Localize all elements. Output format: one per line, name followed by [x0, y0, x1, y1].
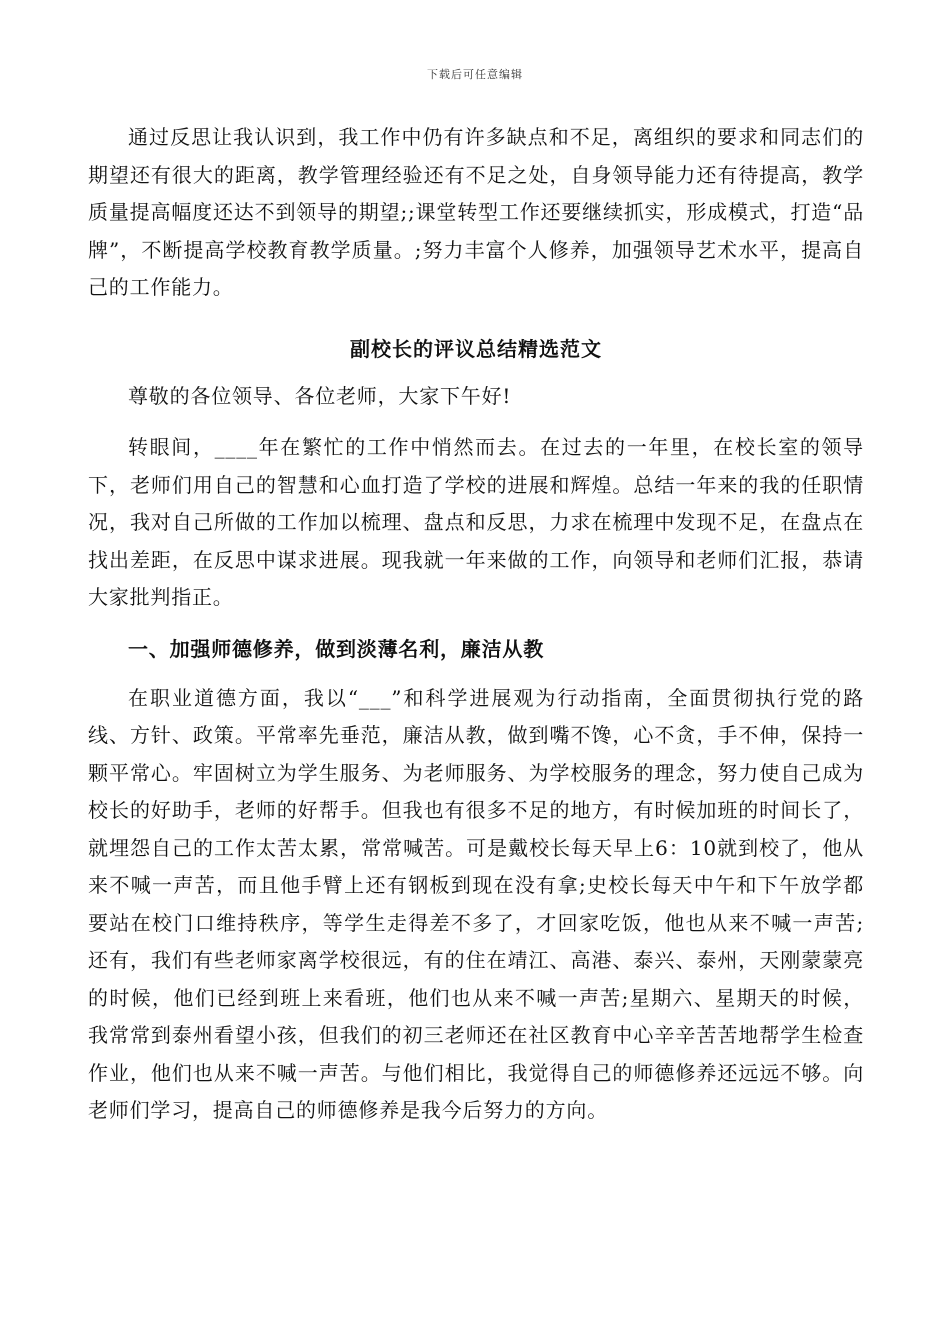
page-header-note: 下载后可任意编辑 [427, 68, 523, 81]
article-title: 副校长的评议总结精选范文 [350, 336, 602, 361]
document-body [88, 119, 864, 1130]
section-1-paragraph: 在职业道德方面，我以“___”和科学进展观为行动指南，全面贯彻执行党的路线、方针、政策。平常率先垂范，廉洁从教，做到嘴不馋，心不贪，手不伸，保持一颗平常心。牢固树立为学生服务、为老师服务、为学校服务的理念，努力使自己成为校长的好助手，老师的好帮手。但我也有很多不足的地方，有时候加班的时间长了，就埋怨自己的工作太苦太累，常常喊苦。可是戴校长每天早上6：10就到校了，他从来不喊一声苦，而且他手臂上还有钢板到现在没有拿;史校长每天中午和下午放学都要站在校门口维持秩序，等学生走得差不多了，才回家吃饭，他也从来不喊一声苦;还有，我们有些老师家离学校很远，有的住在靖江、高港、泰兴、泰州，天刚蒙蒙亮的时候，他们已经到班上来看班，他们也从来不喊一声苦;星期六、星期天的时候，我常常到泰州看望小孩，但我们的初三老师还在社区教育中心辛辛苦苦地帮学生检查作业，他们也从来不喊一声苦。与他们相比，我觉得自己的师德修养还远远不够。向老师们学习，提高自己的师德修养是我今后努力的方向。 [88, 685, 864, 1122]
intro-paragraph: 通过反思让我认识到，我工作中仍有许多缺点和不足，离组织的要求和同志们的期望还有很大的距离，教学管理经验还有不足之处，自身领导能力还有待提高，教学质量提高幅度还达不到领导的期望;;课堂转型工作还要继续抓实，形成模式，打造“品牌”，不断提高学校教育教学质量。;努力丰富个人修养，加强领导艺术水平，提高自己的工作能力。 [88, 125, 864, 299]
greeting-paragraph: 尊敬的各位领导、各位老师，大家下午好! [128, 383, 512, 408]
body-paragraph-1: 转眼间，____年在繁忙的工作中悄然而去。在过去的一年里，在校长室的领导下，老师们用自己的智慧和心血打造了学校的进展和辉煌。总结一年来的我的任职情况，我对自己所做的工作加以梳理、盘点和反思，力求在梳理中发现不足，在盘点在找出差距，在反思中谋求进展。现我就一年来做的工作，向领导和老师们汇报，恭请大家批判指正。 [88, 435, 864, 609]
section-1-heading: 一、加强师德修养，做到淡薄名利，廉洁从教 [128, 636, 544, 661]
